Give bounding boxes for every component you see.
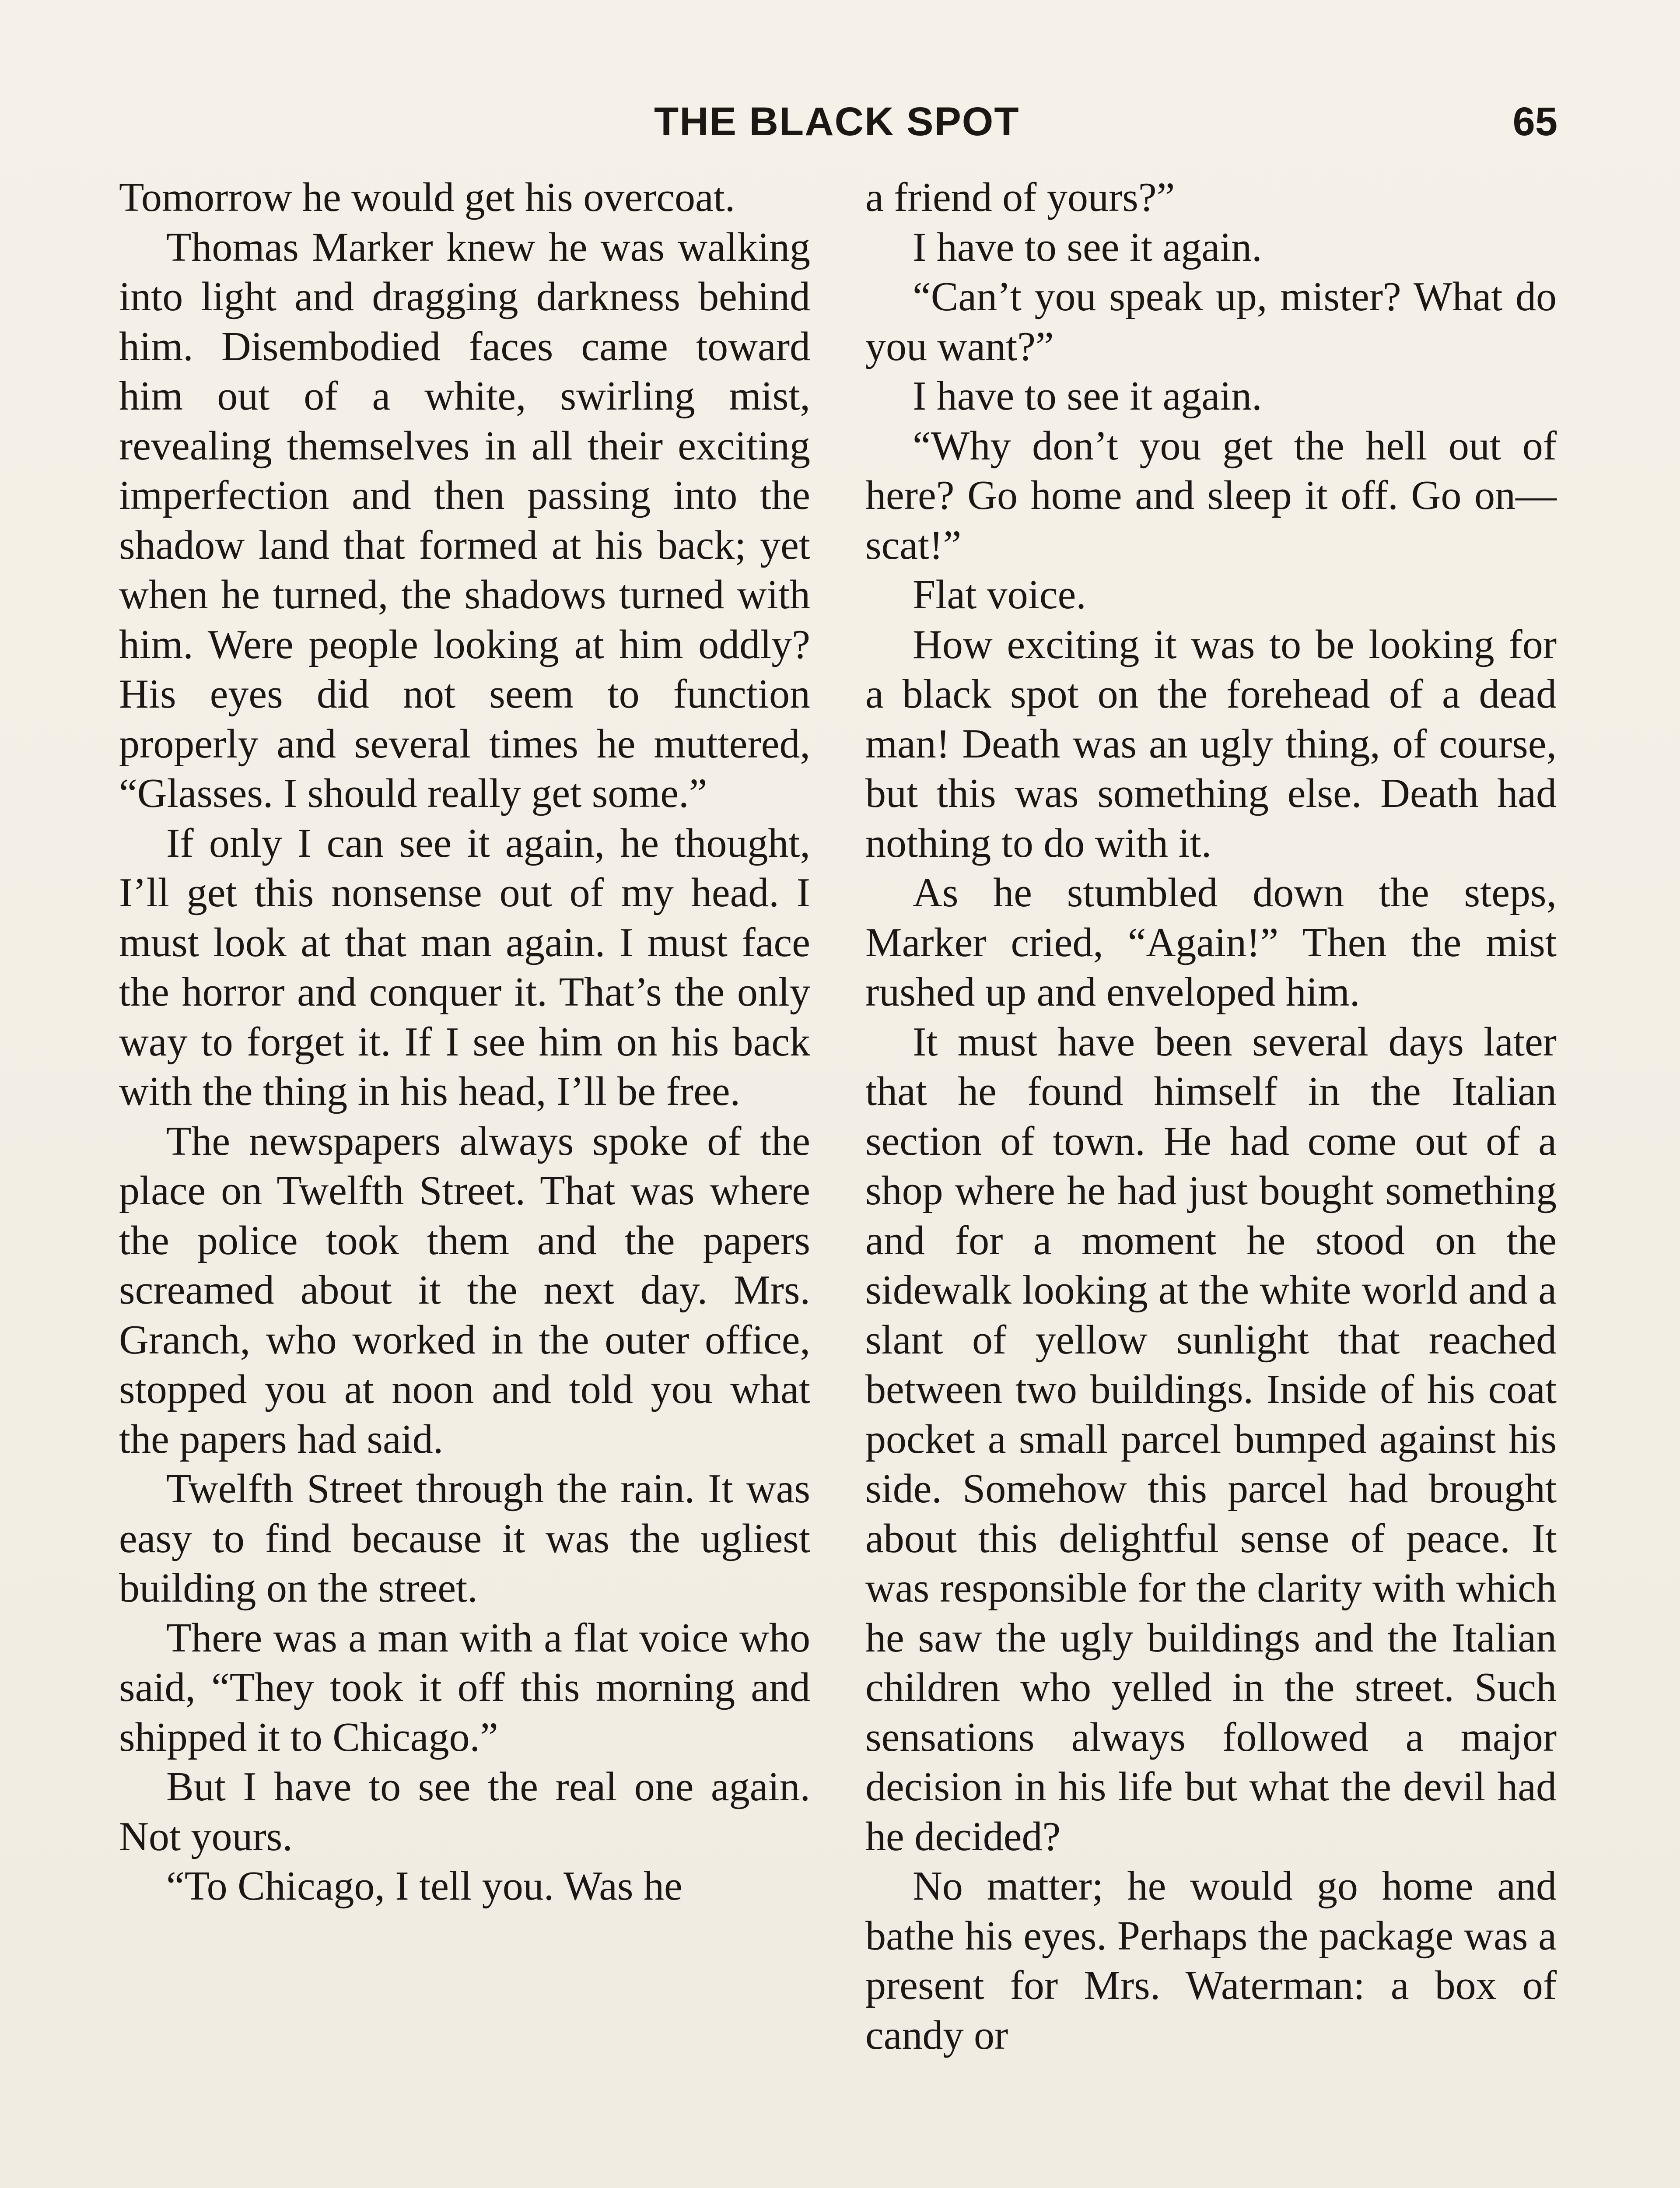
- story-title: THE BLACK SPOT: [654, 99, 1020, 144]
- paragraph: It must have been several days later that he found himself in the Italian section of town. He had come out of a shop where he had just bought something and for a moment he stood on the sidewalk looking at the white world and a slant of yellow sunlight that reached between two buildings. Inside of his coat pocket a small parcel bumped against his side. Somehow this parcel had brought about this delightful sense of peace. It was responsible for the clarity with which he saw the ugly buildings and the Italian children who yelled in the street. Such sensations always followed a major decision in his life but what the devil had he decided?: [865, 1019, 1557, 1859]
- paragraph: The newspapers always spoke of the place on Twelfth Street. That was where the police took them and the papers screamed about it the next day. Mrs. Granch, who worked in the outer office, stopped you at noon and told you what the papers had said.: [119, 1118, 810, 1462]
- paragraph: “To Chicago, I tell you. Was he: [166, 1863, 682, 1909]
- paragraph: Thomas Marker knew he was walking into light and dragging darkness behind him. Disembodied faces came toward him out of a white, swirling mist, revealing themselves in all their exciting imperfection and then passing into the shadow land that formed at his back; yet when he turned, the shadows turned with him. Were people looking at him oddly? His eyes did not seem to function properly and several times he muttered, “Glasses. I should really get some.”: [119, 224, 810, 816]
- paragraph: “Why don’t you get the hell out of here? Go home and sleep it off. Go on—scat!”: [865, 423, 1557, 568]
- paragraph: I have to see it again.: [913, 224, 1262, 270]
- paragraph: Tomorrow he would get his overcoat.: [119, 175, 735, 220]
- right-text-column: [865, 173, 1557, 2060]
- page-number: 65: [1512, 99, 1558, 144]
- paragraph: How exciting it was to be looking for a black spot on the forehead of a dead man! Death was an ugly thing, of course, but this was something else. Death had nothing to do with it.: [865, 621, 1557, 866]
- running-header: [0, 99, 1680, 151]
- paragraph: No matter; he would go home and bathe his eyes. Perhaps the package was a present for Mrs. Waterman: a box of candy or: [865, 1863, 1557, 2058]
- paragraph: There was a man with a flat voice who said, “They took it off this morning and shipped it to Chicago.”: [119, 1615, 810, 1760]
- paragraph: If only I can see it again, he thought, I’ll get this nonsense out of my head. I must look at that man again. I must face the horror and conquer it. That’s the only way to forget it. If I see him on his back with the thing in his head, I’ll be free.: [119, 820, 810, 1114]
- paragraph: I have to see it again.: [913, 373, 1262, 419]
- left-text-column: [119, 173, 810, 1911]
- paragraph: Flat voice.: [913, 572, 1086, 617]
- paragraph: “Can’t you speak up, mister? What do you want?”: [865, 274, 1557, 369]
- paragraph: As he stumbled down the steps, Marker cried, “Again!” Then the mist rushed up and enveloped him.: [865, 870, 1557, 1015]
- paragraph: Twelfth Street through the rain. It was easy to find because it was the ugliest building on the street.: [119, 1466, 810, 1611]
- paragraph: But I have to see the real one again. Not yours.: [119, 1764, 810, 1859]
- paragraph: a friend of yours?”: [865, 175, 1175, 220]
